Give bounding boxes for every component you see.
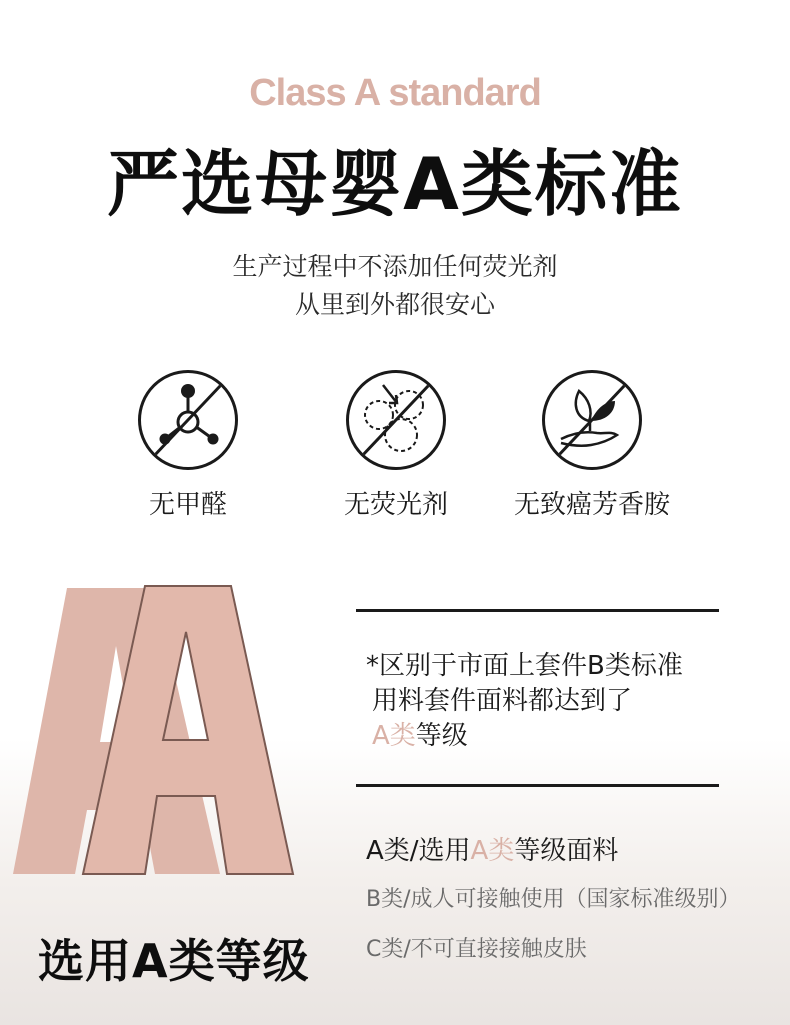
note-highlight: A类 [372, 721, 416, 751]
level-a-highlight: A类 [470, 836, 515, 866]
feature-no-formaldehyde [88, 370, 288, 521]
page-title: 严选母婴A类标准 [107, 142, 683, 226]
bottom-label: 选用A类等级 [38, 934, 310, 988]
level-b-text: B类/成人可接触使用（国家标准级别） [366, 887, 741, 912]
level-c-text: C类/不可直接接触皮肤 [366, 937, 587, 962]
level-a-text [366, 830, 618, 867]
divider-bottom [356, 784, 719, 787]
note-line-1: *区别于市面上套件B类标准 [366, 651, 683, 681]
subtitle-line-1: 生产过程中不添加任何荧光剂 [232, 252, 558, 281]
subtitle-line-2: 从里到外都很安心 [294, 290, 495, 319]
level-a-suffix: 等级面料 [514, 836, 619, 866]
no-carcinogenic-amine-icon [542, 370, 642, 470]
feature-no-fluorescent [296, 370, 496, 521]
big-letter-a-graphic [5, 582, 305, 886]
feature-label: 无致癌芳香胺 [513, 490, 670, 520]
feature-no-carcinogenic-amine [492, 370, 692, 521]
level-a-prefix: A类/选用 [366, 836, 471, 866]
divider-top [356, 609, 719, 612]
feature-label: 无荧光剂 [343, 490, 448, 520]
english-title: Class A standard [249, 72, 541, 114]
feature-label: 无甲醛 [148, 490, 227, 520]
note-line-3 [372, 723, 468, 749]
note-line-2: 用料套件面料都达到了 [372, 686, 633, 716]
no-formaldehyde-icon [138, 370, 238, 470]
no-fluorescent-agent-icon [346, 370, 446, 470]
note-rest: 等级 [415, 721, 468, 751]
